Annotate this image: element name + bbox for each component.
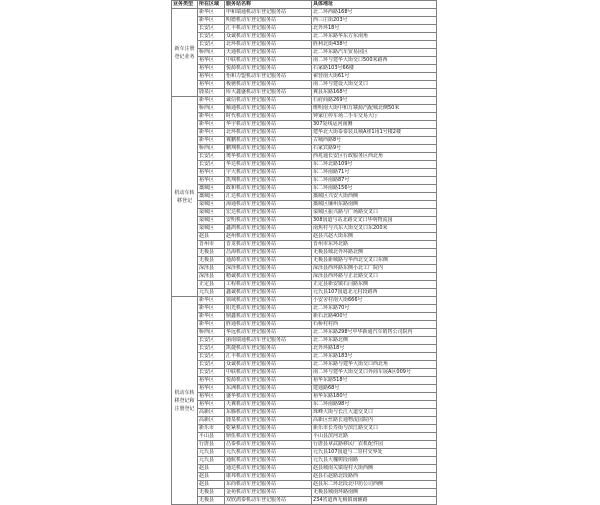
- address-cell: 无极县城南环路南侧: [312, 489, 437, 497]
- table-row: [172, 417, 437, 425]
- table-row: [172, 497, 437, 505]
- district-cell: 藁城区: [198, 193, 225, 201]
- table-row: [172, 113, 437, 121]
- district-cell: 新华区: [198, 113, 225, 121]
- table-row: [172, 145, 437, 153]
- district-cell: 长安区: [198, 41, 225, 49]
- table-row: [172, 225, 437, 233]
- address-cell: 北外环18号: [312, 25, 437, 33]
- table-row: [172, 169, 437, 177]
- station-name-cell: 奥华机动车登记服务站: [225, 153, 312, 161]
- category-cell: 机动车转移登记: [172, 97, 198, 297]
- station-name-cell: 冀鹏机动车登记服务站: [225, 137, 312, 145]
- district-cell: 新乐市: [198, 425, 225, 433]
- district-cell: 鹿泉区: [198, 89, 225, 97]
- table-row: [172, 25, 437, 33]
- table-row: [172, 401, 437, 409]
- station-name-cell: 华宇机动车登记服务站: [225, 121, 312, 129]
- station-name-cell: 盛华机动车登记服务站: [225, 393, 312, 401]
- district-cell: 长安区: [198, 33, 225, 41]
- table-row: [172, 177, 437, 185]
- address-cell: 北二环东路与建华大街交口西北角: [312, 361, 437, 369]
- address-cell: 翟营南大街61号: [312, 73, 437, 81]
- table-row: [172, 33, 437, 41]
- station-name-cell: 中联机动车登记服务站: [225, 369, 312, 377]
- address-cell: 晋州市东环北路: [312, 241, 437, 249]
- district-cell: 栾城区: [198, 217, 225, 225]
- table-row: [172, 241, 437, 249]
- station-name-cell: 昌泰机动车登记服务站: [225, 441, 312, 449]
- district-cell: 裕华区: [198, 169, 225, 177]
- district-cell: 晋州市: [198, 241, 225, 249]
- table-row: [172, 97, 437, 105]
- table-row: [172, 433, 437, 441]
- district-cell: 新华区: [198, 313, 225, 321]
- address-cell: 翼县东路168号: [312, 89, 437, 97]
- table-row: [172, 465, 437, 473]
- station-name-cell: 天通机动车登记服务站: [225, 49, 312, 57]
- district-cell: 栾城区: [198, 209, 225, 217]
- table-row: [172, 161, 437, 169]
- station-name-cell: 天翼机动车登记服务站: [225, 401, 312, 409]
- station-name-cell: 金苑机动车登记服务站: [225, 489, 312, 497]
- address-cell: 高新区丝路长通物流园院内: [312, 417, 437, 425]
- address-cell: 新乐市长寿街与滨江路交叉口: [312, 425, 437, 433]
- district-cell: 长安区: [198, 345, 225, 353]
- table-row: [172, 41, 437, 49]
- district-cell: 裕华区: [198, 377, 225, 385]
- station-name-cell: 安明机动车登记服务站: [225, 217, 312, 225]
- table-row: [172, 489, 437, 497]
- address-cell: 建通路68号: [312, 385, 437, 393]
- table-row: [172, 89, 437, 97]
- header-row: [172, 1, 437, 9]
- station-name-cell: 东腾机动车登记服务站: [225, 409, 312, 417]
- table-row: [172, 273, 437, 281]
- table-row: [172, 297, 437, 305]
- address-cell: 元氏县107国道与二里村交界处: [312, 449, 437, 457]
- header-type: 业务类型: [172, 1, 198, 9]
- district-cell: 长安区: [198, 25, 225, 33]
- address-cell: 行唐县章武路移民厂农机配件园: [312, 441, 437, 449]
- table-row: [172, 377, 437, 385]
- station-name-cell: 鑫诚机动车登记服务站: [225, 289, 312, 297]
- address-cell: 维明南大街中和万寨源汽配城北侧50米: [312, 105, 437, 113]
- district-cell: 栾城区: [198, 201, 225, 209]
- table-row: [172, 209, 437, 217]
- table-row: [172, 409, 437, 417]
- address-cell: 元氏县107国道北元村段路西: [312, 289, 437, 297]
- table-row: [172, 441, 437, 449]
- address-cell: 南焦村与兴东大街交叉口东200米: [312, 225, 437, 233]
- district-cell: 裕华区: [198, 385, 225, 393]
- station-name-cell: 阳光机动车登记服务站: [225, 305, 312, 313]
- district-cell: 无极县: [198, 257, 225, 265]
- table-row: [172, 137, 437, 145]
- district-cell: 长安区: [198, 161, 225, 169]
- district-cell: 裕华区: [198, 65, 225, 73]
- station-name-cell: 乾紧机动车登记服务站: [225, 425, 312, 433]
- address-cell: 藁城区廉州东路南侧: [312, 201, 437, 209]
- district-cell: 长安区: [198, 153, 225, 161]
- address-cell: 元氏县大槐树段南路: [312, 457, 437, 465]
- district-cell: 藁城区: [198, 185, 225, 193]
- district-cell: 栾城区: [198, 225, 225, 233]
- table-row: [172, 457, 437, 465]
- address-cell: 东二环北路109号: [312, 161, 437, 169]
- station-name-cell: 东尚机动车登记服务站: [225, 481, 312, 489]
- table-row: [172, 361, 437, 369]
- district-cell: 平山县: [198, 433, 225, 441]
- table-row: [172, 473, 437, 481]
- address-cell: 无极县新城路与华西北交叉口东侧: [312, 257, 437, 265]
- district-cell: 赵县: [198, 465, 225, 473]
- address-cell: 308国道与站北路交叉口华明物流园: [312, 217, 437, 225]
- district-cell: 新华区: [198, 321, 225, 329]
- station-name-cell: 凯捷机动车登记服务站: [225, 345, 312, 353]
- station-name-cell: 悦源机动车登记服务站: [225, 65, 312, 73]
- table-row: [172, 329, 437, 337]
- district-cell: 裕华区: [198, 393, 225, 401]
- district-cell: 无极县: [198, 249, 225, 257]
- station-name-cell: 昌海机动车登记服务站: [225, 249, 312, 257]
- address-cell: 南二环与建华大街交叉口外商车展A区009号: [312, 369, 437, 377]
- station-name-cell: 悦源机动车登记服务站: [225, 377, 312, 385]
- district-cell: 裕华区: [198, 81, 225, 89]
- station-name-cell: 宇大机动车登记服务站: [225, 169, 312, 177]
- station-name-cell: 华达机动车登记服务站: [225, 161, 312, 169]
- address-cell: 西兆通长安区行政服务区西北角: [312, 153, 437, 161]
- table-row: [172, 353, 437, 361]
- station-name-cell: 极驰机动车登记服务站: [225, 81, 312, 89]
- table-row: [172, 481, 437, 489]
- table-row: [172, 65, 437, 73]
- district-cell: 桥西区: [198, 105, 225, 113]
- address-cell: 珠峰大街与长江大道交叉口: [312, 409, 437, 417]
- station-name-cell: 华远机动车登记服务站: [225, 329, 312, 337]
- table-row: [172, 233, 437, 241]
- district-cell: 长安区: [198, 361, 225, 369]
- table-row: [172, 81, 437, 89]
- district-cell: 赵县: [198, 481, 225, 489]
- table-row: [172, 17, 437, 25]
- table-row: [172, 369, 437, 377]
- table-row: [172, 185, 437, 193]
- table-row: [172, 345, 437, 353]
- station-name-cell: 凯翔机动车登记服务站: [225, 177, 312, 185]
- table-row: [172, 9, 437, 17]
- address-cell: 赵县兴赵大街东侧: [312, 233, 437, 241]
- station-name-cell: 诚信机动车登记服务站: [225, 97, 312, 105]
- district-cell: 新华区: [198, 129, 225, 137]
- address-cell: 东二环南路71号: [312, 169, 437, 177]
- table-row: [172, 265, 437, 273]
- address-cell: 西三庄街203号: [312, 17, 437, 25]
- station-name-cell: 鹏翔机动车登记服务站: [225, 145, 312, 153]
- table-row: [172, 193, 437, 201]
- address-cell: 正定县新安镇石闫路东侧: [312, 281, 437, 289]
- station-name-cell: 晋龙机动车登记服务站: [225, 241, 312, 249]
- table-row: [172, 337, 437, 345]
- address-cell: 北二环东路183号: [312, 353, 437, 361]
- table-row: [172, 305, 437, 313]
- address-cell: 深泽县西环路东侧小北工厂院内: [312, 265, 437, 273]
- station-name-cell: 胜通机动车登记服务站: [225, 321, 312, 329]
- table-row: [172, 121, 437, 129]
- address-cell: 石家路103号66楼: [312, 65, 437, 73]
- station-name-cell: 海通机动车登记服务站: [225, 201, 312, 209]
- district-cell: 长安区: [198, 369, 225, 377]
- address-cell: 无极县城北外环路北侧: [312, 249, 437, 257]
- district-cell: 赵县: [198, 473, 225, 481]
- address-cell: 赵县石赵路北段路西: [312, 473, 437, 481]
- address-cell: 石桥村村西: [312, 321, 437, 329]
- district-cell: 裕华区: [198, 73, 225, 81]
- table-row: [172, 425, 437, 433]
- station-name-cell: 丽南瑞通机动车登记服务站: [225, 337, 312, 345]
- station-name-cell: 东洲机动车登记服务站: [225, 385, 312, 393]
- station-name-cell: 工程机动车登记服务站: [225, 281, 312, 289]
- district-cell: 行唐县: [198, 441, 225, 449]
- address-cell: 北二环东路北侧: [312, 337, 437, 345]
- address-cell: 藁城区兴安大街西侧: [312, 193, 437, 201]
- station-name-cell: 领域机动车登记服务站: [225, 297, 312, 305]
- address-cell: 深泽县西环路与正北路交叉口: [312, 273, 437, 281]
- table-body: [172, 1, 437, 505]
- address-cell: 北外环路18号: [312, 345, 437, 353]
- address-cell: 东二环南路98号: [312, 401, 437, 409]
- station-name-cell: 北环机动车登记服务站: [225, 129, 312, 137]
- station-name-cell: 鼎鑫机动车登记服务站: [225, 313, 312, 321]
- district-cell: 新华区: [198, 17, 225, 25]
- district-cell: 新华区: [198, 137, 225, 145]
- station-name-cell: 宏达机动车登记服务站: [225, 209, 312, 217]
- table-row: [172, 313, 437, 321]
- district-cell: 新华区: [198, 121, 225, 129]
- table-row: [172, 57, 437, 65]
- address-cell: 钟家庄停车场二手车交易大厅: [312, 113, 437, 121]
- service-station-table: [171, 0, 437, 505]
- station-name-cell: 深泽机动车登记服务站: [225, 265, 312, 273]
- station-name-cell: 北环机动车登记服务站: [225, 41, 312, 49]
- district-cell: 裕华区: [198, 401, 225, 409]
- address-cell: 栾城区振兴路与广场路交叉口: [312, 209, 437, 217]
- district-cell: 高新区: [198, 409, 225, 417]
- address-cell: 石家宾路9号: [312, 145, 437, 153]
- table-row: [172, 129, 437, 137]
- station-name-cell: 汇丰机动车登记服务站: [225, 25, 312, 33]
- district-cell: 桥西区: [198, 329, 225, 337]
- station-name-cell: 赵州机动车登记服务站: [225, 233, 312, 241]
- address-cell: 东二环南路156号: [312, 185, 437, 193]
- district-cell: 长安区: [198, 337, 225, 345]
- station-name-cell: 鑫鸿机动车登记服务站: [225, 225, 312, 233]
- table-row: [172, 153, 437, 161]
- station-name-cell: 明德机动车登记服务站: [225, 17, 312, 25]
- station-name-cell: 政和机动车登记服务站: [225, 185, 312, 193]
- district-cell: 深泽县: [198, 273, 225, 281]
- address-cell: 赵县城南关镇堤村大街西侧: [312, 465, 437, 473]
- station-name-cell: 康邦机动车登记服务站: [225, 473, 312, 481]
- district-cell: 裕华区: [198, 57, 225, 65]
- address-cell: 小安舍村南大街666号: [312, 297, 437, 305]
- district-cell: 长安区: [198, 353, 225, 361]
- district-cell: 无极县: [198, 489, 225, 497]
- station-name-cell: 鼎伍机动车登记服务站: [225, 433, 312, 441]
- table-row: [172, 393, 437, 401]
- district-cell: 新华区: [198, 97, 225, 105]
- address-cell: 赵县东二环北段北中坊公司西侧: [312, 481, 437, 489]
- station-name-cell: 通达机动车登记服务站: [225, 465, 312, 473]
- district-cell: 正定县: [198, 281, 225, 289]
- station-name-cell: 汇丰机动车登记服务站: [225, 353, 312, 361]
- station-name-cell: 汇达机动车登记服务站: [225, 193, 312, 201]
- table-row: [172, 257, 437, 265]
- address-cell: 北二环东路华东方东南角: [312, 33, 437, 41]
- station-name-cell: 双欣鸿泰机动车登记服务站: [225, 497, 312, 505]
- district-cell: 元氏县: [198, 457, 225, 465]
- district-cell: 元氏县: [198, 449, 225, 457]
- address-cell: 307复线运河南侧: [312, 121, 437, 129]
- station-name-cell: 库大鑫盛机动车登记服务站: [225, 89, 312, 97]
- header-name: 服务站名称: [225, 1, 312, 9]
- table-row: [172, 49, 437, 57]
- header-address: 具体地址: [312, 1, 437, 9]
- district-cell: 新华区: [198, 9, 225, 17]
- table-row: [172, 385, 437, 393]
- station-name-cell: 众诚机动车登记服务站: [225, 33, 312, 41]
- address-cell: 南二环与建华大街交口500米路西: [312, 57, 437, 65]
- district-cell: 新华区: [198, 305, 225, 313]
- station-name-cell: 怡和力盟机动车登记服务站: [225, 73, 312, 81]
- address-cell: 裕华东路518号: [312, 377, 437, 385]
- header-district: 所在区域: [198, 1, 225, 9]
- district-cell: 元氏县: [198, 289, 225, 297]
- station-name-cell: 通源机动车登记服务站: [225, 257, 312, 265]
- district-cell: 裕华区: [198, 177, 225, 185]
- table-row: [172, 201, 437, 209]
- district-cell: 桥西区: [198, 49, 225, 57]
- district-cell: 新华区: [198, 297, 225, 305]
- table-row: [172, 217, 437, 225]
- category-cell: 机动车转移登记和注册登记: [172, 297, 198, 505]
- table-row: [172, 449, 437, 457]
- station-name-cell: 顺通机动车登记服务站: [225, 105, 312, 113]
- station-name-cell: 众诚机动车登记服务站: [225, 361, 312, 369]
- table-row: [172, 289, 437, 297]
- address-cell: 古城西路8号: [312, 137, 437, 145]
- category-cell: 新车注册登记业务: [172, 9, 198, 97]
- address-cell: 石府商路269号: [312, 97, 437, 105]
- table-row: [172, 73, 437, 81]
- station-name-cell: 中联机动车登记服务站: [225, 57, 312, 65]
- district-cell: 高新区: [198, 417, 225, 425]
- station-name-cell: 精诚机动车登记服务站: [225, 273, 312, 281]
- address-cell: 新石北路400号: [312, 313, 437, 321]
- address-cell: 南二环与建设大街交叉口: [312, 81, 437, 89]
- address-cell: 裕华东路180号: [312, 393, 437, 401]
- table-row: [172, 249, 437, 257]
- address-cell: 平山县滨河北路: [312, 433, 437, 441]
- address-cell: 北二环东路298号中华新通汽车销售公司院内: [312, 329, 437, 337]
- district-cell: 深泽县: [198, 265, 225, 273]
- address-cell: 东二环南路87号: [312, 177, 437, 185]
- table-row: [172, 321, 437, 329]
- address-cell: 234省道西无极镇南辅路: [312, 497, 437, 505]
- station-name-cell: 通航机动车登记服务站: [225, 457, 312, 465]
- district-cell: 无极县: [198, 497, 225, 505]
- district-cell: 赵县: [198, 233, 225, 241]
- address-cell: 建华北大街泰泰装具城A座1用1号楼2楼: [312, 129, 437, 137]
- address-cell: 北二环西路168号: [312, 9, 437, 17]
- district-cell: 桥西区: [198, 145, 225, 153]
- station-name-cell: 时代机动车登记服务站: [225, 113, 312, 121]
- station-name-cell: 鹿泉机动车登记服务站: [225, 417, 312, 425]
- table-row: [172, 105, 437, 113]
- address-cell: 北二环东路70号: [312, 305, 437, 313]
- address-cell: 胜利北街438号: [312, 41, 437, 49]
- station-name-cell: 元氏机动车登记服务站: [225, 449, 312, 457]
- table-row: [172, 281, 437, 289]
- station-name-cell: 申和瑞通机动车登记服务站: [225, 9, 312, 17]
- address-cell: 北二环东路汽车贸易园区: [312, 49, 437, 57]
